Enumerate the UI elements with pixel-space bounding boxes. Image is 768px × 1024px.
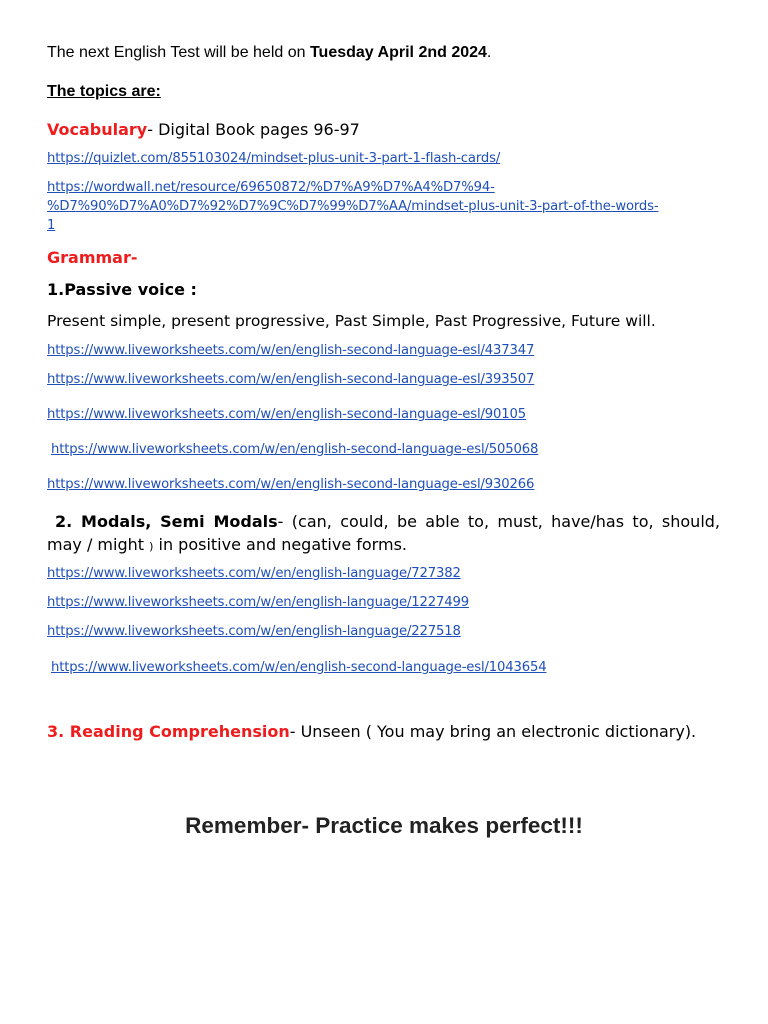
intro-line (47, 44, 491, 62)
remember-message: Remember- Practice makes perfect!!! (185, 813, 583, 838)
vocabulary-text: Digital Book pages 96-97 (158, 120, 360, 139)
intro-period: . (486, 44, 492, 61)
topics-heading: The topics are: (47, 83, 161, 100)
passive-link-90105[interactable]: https://www.liveworksheets.com/w/en/english-second-language-esl/90105 (47, 407, 527, 422)
wordwall-link-part3[interactable]: 1 (47, 218, 56, 233)
vocabulary-line (47, 120, 360, 139)
wordwall-link-part2[interactable]: %D7%90%D7%A0%D7%92%D7%9C%D7%99%D7%AA/mindset-plus-unit-3-part-of-the-words- (47, 199, 659, 214)
intro-text: The next English Test will be held on (47, 44, 310, 61)
modals-line-2 (47, 535, 407, 554)
grammar-label: Grammar- (47, 248, 138, 267)
vocabulary-dash: - (147, 120, 159, 139)
passive-link-505068[interactable]: https://www.liveworksheets.com/w/en/english-second-language-esl/505068 (51, 442, 539, 457)
test-date: Tuesday April 2nd 2024 (309, 44, 487, 61)
modals-heading: 2. Modals, Semi Modals (55, 512, 278, 531)
modals-list-start: - (can, could, be able to, must, have/has to, should, (277, 512, 720, 531)
modals-link-727382[interactable]: https://www.liveworksheets.com/w/en/english-language/727382 (47, 566, 461, 581)
modals-line-1 (47, 512, 720, 531)
vocabulary-label: Vocabulary (47, 120, 148, 139)
passive-link-393507[interactable]: https://www.liveworksheets.com/w/en/english-second-language-esl/393507 (47, 372, 535, 387)
modals-link-1043654[interactable]: https://www.liveworksheets.com/w/en/english-second-language-esl/1043654 (51, 660, 547, 675)
modals-link-1227499[interactable]: https://www.liveworksheets.com/w/en/english-language/1227499 (47, 595, 469, 610)
modals-link-227518[interactable]: https://www.liveworksheets.com/w/en/english-language/227518 (47, 624, 461, 639)
modals-forms: in positive and negative forms. (153, 535, 407, 554)
modals-list-end: may / might (47, 535, 150, 554)
passive-voice-heading: 1.Passive voice : (47, 280, 197, 299)
quizlet-link[interactable]: https://quizlet.com/855103024/mindset-plus-unit-3-part-1-flash-cards/ (47, 151, 501, 166)
passive-voice-description: Present simple, present progressive, Past Simple, Past Progressive, Future will. (47, 312, 656, 330)
wordwall-link-part1[interactable]: https://wordwall.net/resource/69650872/%D7%A9%D7%A4%D7%94- (47, 180, 495, 195)
passive-link-437347[interactable]: https://www.liveworksheets.com/w/en/english-second-language-esl/437347 (47, 343, 535, 358)
passive-link-930266[interactable]: https://www.liveworksheets.com/w/en/english-second-language-esl/930266 (47, 477, 535, 492)
reading-line (47, 722, 696, 741)
reading-label: 3. Reading Comprehension (47, 722, 290, 741)
modals-paren: ) (149, 540, 154, 553)
reading-dash: - (289, 722, 301, 741)
reading-text: Unseen ( You may bring an electronic dictionary). (300, 722, 697, 741)
